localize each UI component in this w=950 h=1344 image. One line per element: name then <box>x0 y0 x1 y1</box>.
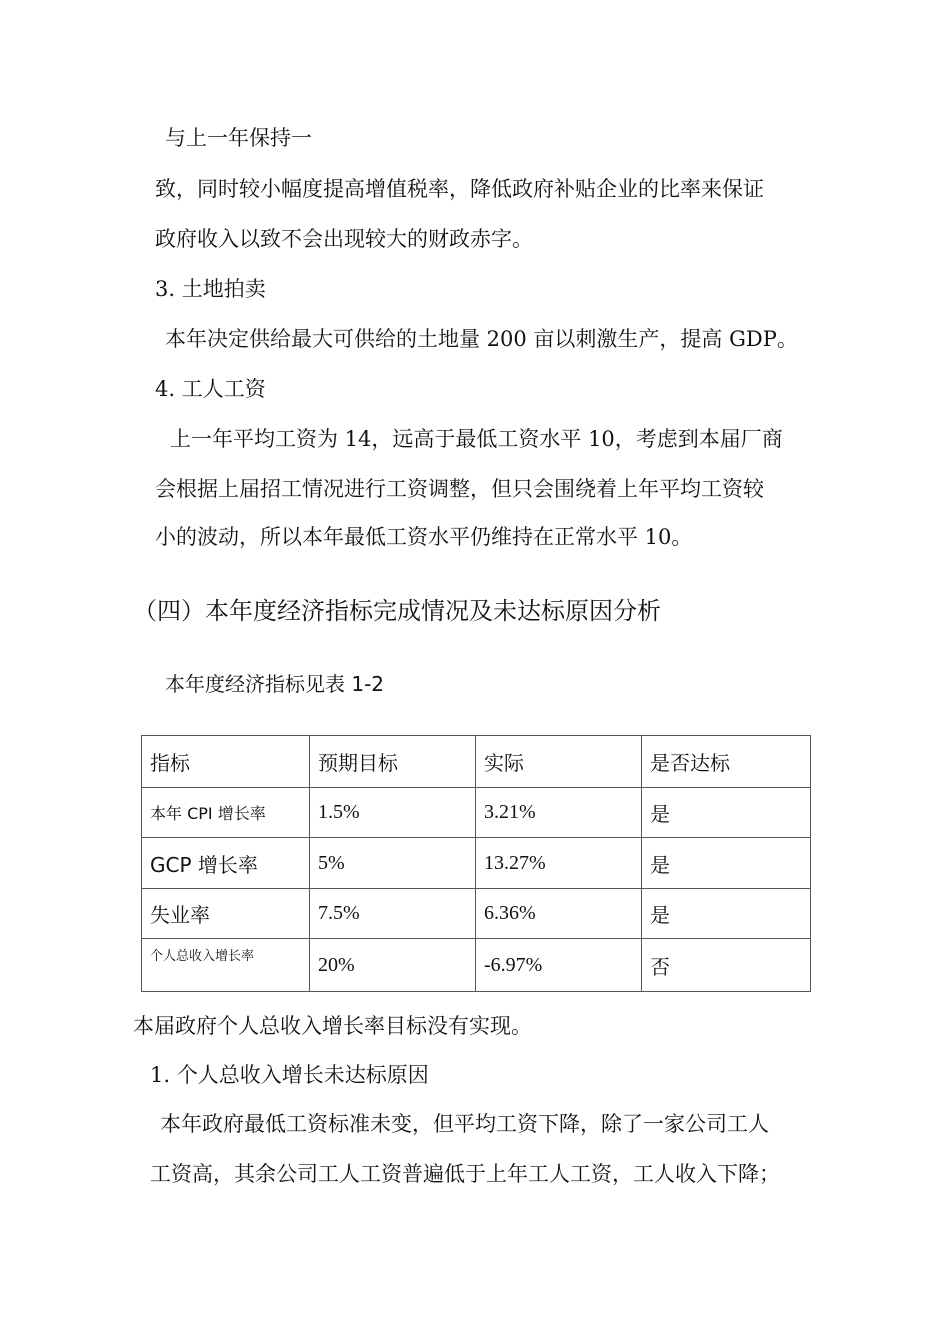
actual-cell: 6.36% <box>476 889 642 939</box>
header-cell: 预期目标 <box>310 736 476 788</box>
table-row <box>142 838 811 889</box>
header-cell: 实际 <box>476 736 642 788</box>
list-item-title: 3. 土地拍卖 <box>155 277 266 301</box>
paragraph-line: 本年政府最低工资标准未变，但平均工资下降，除了一家公司工人 <box>160 1112 769 1136</box>
achieved-cell: 是 <box>642 788 811 838</box>
table-row <box>142 889 811 939</box>
indicator-cell: GCP 增长率 <box>142 838 310 889</box>
paragraph-line: 与上一年保持一 <box>165 126 312 150</box>
section-heading: （四）本年度经济指标完成情况及未达标原因分析 <box>133 597 661 625</box>
achieved-cell: 是 <box>642 889 811 939</box>
actual-cell: 3.21% <box>476 788 642 838</box>
header-cell: 是否达标 <box>642 736 811 788</box>
target-cell: 1.5% <box>310 788 476 838</box>
indicator-table <box>141 735 811 992</box>
actual-cell: -6.97% <box>476 939 642 992</box>
indicator-cell: 失业率 <box>142 889 310 939</box>
paragraph-line: 本届政府个人总收入增长率目标没有实现。 <box>133 1014 532 1038</box>
table-caption: 本年度经济指标见表 1-2 <box>165 672 385 696</box>
header-cell: 指标 <box>142 736 310 788</box>
table-header-row <box>142 736 811 788</box>
table-row <box>142 939 811 992</box>
actual-cell: 13.27% <box>476 838 642 889</box>
paragraph-line: 工资高，其余公司工人工资普遍低于上年工人工资，工人收入下降； <box>150 1162 780 1186</box>
list-item-title: 1. 个人总收入增长未达标原因 <box>150 1063 429 1087</box>
indicator-cell: 个人总收入增长率 <box>142 939 310 992</box>
paragraph-line: 小的波动，所以本年最低工资水平仍维持在正常水平 10。 <box>155 525 693 549</box>
paragraph-line: 本年决定供给最大可供给的土地量 200 亩以刺激生产，提高 GDP。 <box>165 327 798 351</box>
achieved-cell: 否 <box>642 939 811 992</box>
target-cell: 20% <box>310 939 476 992</box>
paragraph-line: 致，同时较小幅度提高增值税率，降低政府补贴企业的比率来保证 <box>155 177 764 201</box>
paragraph-line: 政府收入以致不会出现较大的财政赤字。 <box>155 227 533 251</box>
indicator-cell: 本年 CPI 增长率 <box>142 788 310 838</box>
paragraph-line: 会根据上届招工情况进行工资调整，但只会围绕着上年平均工资较 <box>155 477 764 501</box>
target-cell: 7.5% <box>310 889 476 939</box>
paragraph-line: 上一年平均工资为 14，远高于最低工资水平 10，考虑到本届厂商 <box>170 427 783 451</box>
achieved-cell: 是 <box>642 838 811 889</box>
table-row <box>142 788 811 838</box>
target-cell: 5% <box>310 838 476 889</box>
list-item-title: 4. 工人工资 <box>155 377 266 401</box>
